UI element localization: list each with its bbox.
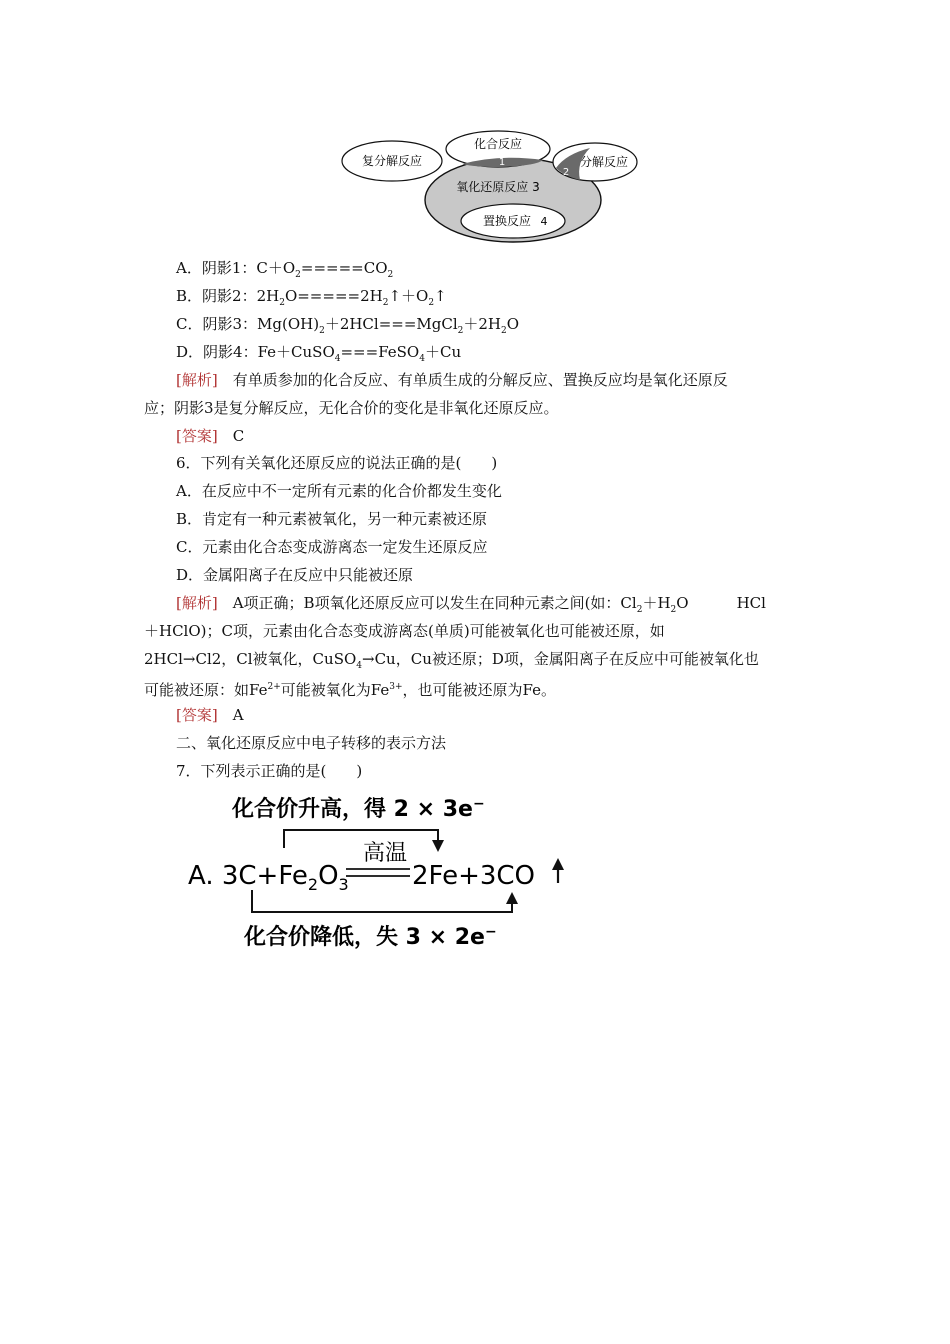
q6-option-c: C．元素由化合态变成游离态一定发生还原反应 [176, 538, 488, 556]
bottom-label: 化合价降低，失 3 × 2e− [244, 924, 497, 950]
equation-left: A. $3C+Fe_2O_3$ [188, 861, 349, 894]
label-decomposition: 复分解反应 [361, 154, 423, 168]
bottom-arrow-head [506, 892, 518, 904]
label-2: 2 [562, 167, 570, 178]
q6-option-a: A．在反应中不一定所有元素的化合价都发生变化 [176, 482, 502, 500]
q5-answer: [答案] C [176, 427, 245, 445]
analysis-tag: [解析] [176, 594, 218, 612]
label-combination: 化合反应 [473, 137, 523, 151]
analysis-tag: [解析] [176, 371, 218, 389]
q6-answer: [答案] A [176, 706, 244, 724]
answer-tag: [答案] [176, 427, 218, 445]
label-1: 1 [498, 157, 506, 168]
label-replacement: 置换反应 [482, 214, 532, 228]
q5-analysis-line-1: [解析] 有单质参加的化合反应、有单质生成的分解反应、置换反应均是氧化还原反 [176, 371, 728, 389]
label-4: 4 [540, 215, 548, 228]
q7-stem: 7．下列表示正确的是( ) [176, 762, 363, 780]
gas-arrow-head [552, 858, 564, 870]
label-redox: 氧化还原反应 3 [456, 180, 540, 194]
top-arrow-head [432, 840, 444, 852]
answer-tag: [答案] [176, 706, 218, 724]
reaction-type-diagram [340, 128, 640, 246]
q6-analysis-line-2: ＋HClO)；C项，元素由化合态变成游离态(单质)可能被氧化也可能被还原，如 [144, 622, 665, 640]
q6-analysis-line-3: 2HCl→Cl2，Cl被氧化，CuSO$_4$→Cu，Cu被还原；D项，金属阳离子在反应中可能被氧化也 [144, 650, 759, 671]
q5-option-b: B．阴影2：$2H_2O=====2H_2↑+O_2↑$ [176, 287, 447, 308]
electron-transfer-diagram [180, 790, 580, 955]
q6-analysis-line-4: 可能被还原：如$Fe^{2+}$可能被氧化为$Fe^{3+}$，也可能被还原为Fe。 [144, 681, 556, 699]
top-arrow-line [284, 830, 438, 848]
equation-right: 2Fe+3CO [412, 861, 536, 891]
q5-option-c: C．阴影3：$Mg(OH)_2+2HCl===MgCl_2+2H_2O$ [176, 315, 520, 336]
q5-option-d: D．阴影4：Fe＋CuSO$_4$===FeSO$_4$＋Cu [176, 343, 462, 364]
q5-option-a: A．阴影1：$C+O_2=====CO_2$ [176, 259, 394, 280]
q6-option-b: B．肯定有一种元素被氧化，另一种元素被还原 [176, 510, 488, 528]
q6-analysis-line-1: [解析] A项正确；B项氧化还原反应可以发生在同种元素之间(如：$Cl_2+H_2O$ HCl [176, 594, 766, 615]
q6-stem: 6．下列有关氧化还原反应的说法正确的是( ) [176, 454, 498, 472]
condition-label: 高温 [363, 841, 408, 866]
bottom-arrow-line [252, 890, 512, 912]
section-heading: 二、氧化还原反应中电子转移的表示方法 [176, 734, 447, 752]
label-decompose: 分解反应 [579, 155, 629, 169]
top-label: 化合价升高，得 2 × 3e− [232, 796, 485, 822]
q5-analysis-line-2: 应；阴影3是复分解反应，无化合价的变化是非氧化还原反应。 [144, 399, 559, 417]
q6-option-d: D．金属阳离子在反应中只能被还原 [176, 566, 414, 584]
